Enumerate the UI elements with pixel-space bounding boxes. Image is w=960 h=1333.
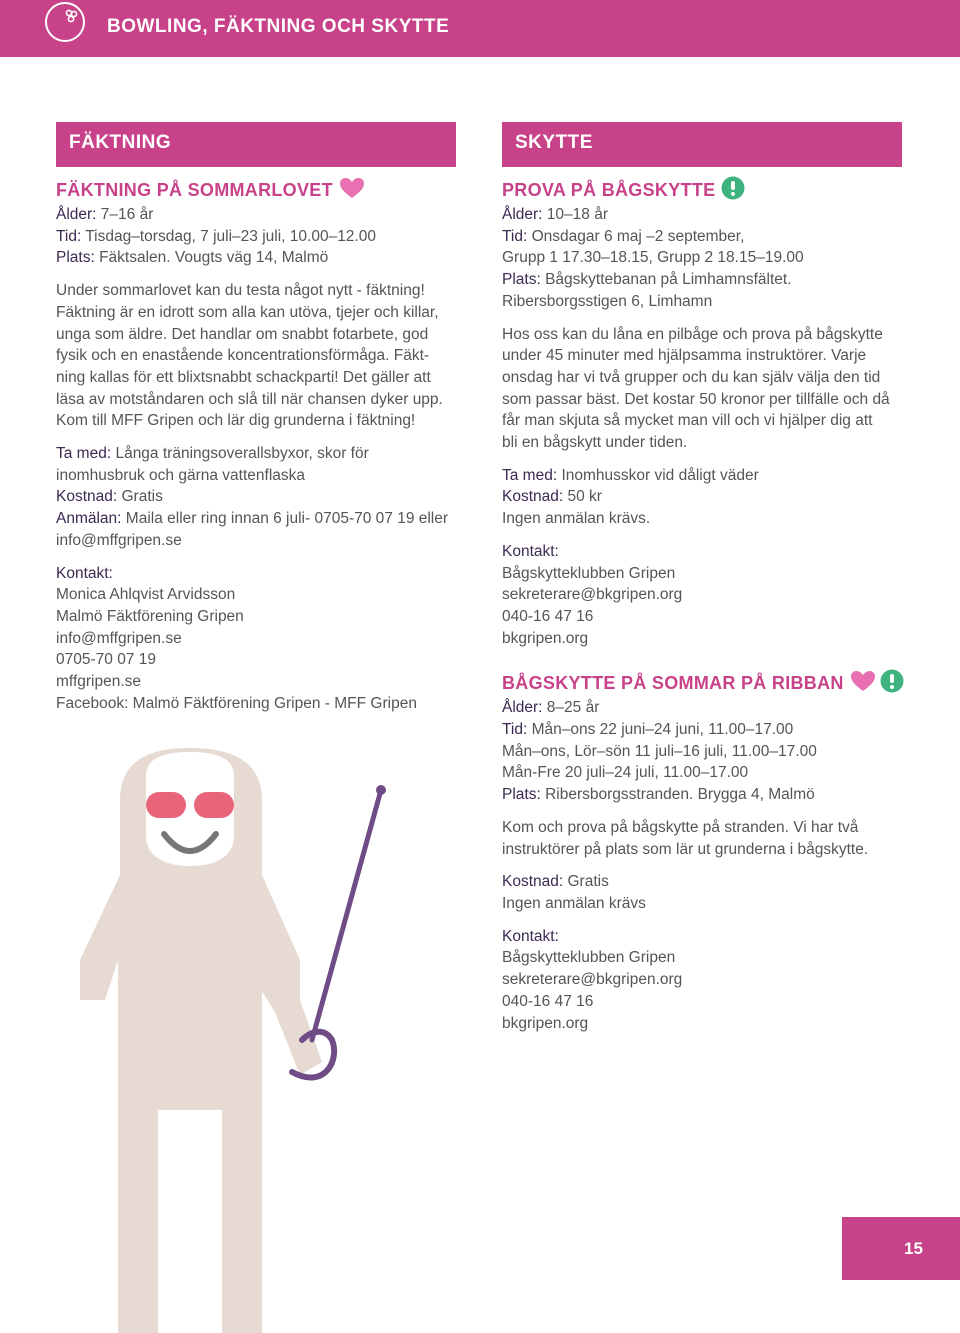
fact-line-label: Tid: xyxy=(56,227,82,245)
contact-line: bkgripen.org xyxy=(502,1014,589,1032)
info-line-value: Ingen anmälan krävs xyxy=(502,894,646,912)
fact-line-value: Ribersborgsstigen 6, Limhamn xyxy=(502,292,713,310)
contact-line: mffgripen.se xyxy=(56,673,142,691)
fencing-column xyxy=(56,122,456,714)
body-line: instruktörer på plats som lär ut grunderna i bågskytte. xyxy=(502,840,869,858)
contact-line: 040-16 47 16 xyxy=(502,607,594,625)
body-line: onsdag har vi två grupper och du kan själv välja den tid xyxy=(502,368,881,386)
contact-line: bkgripen.org xyxy=(502,629,589,647)
contact-line: sekreterare@bkgripen.org xyxy=(502,971,683,989)
fact-line-label: Plats: xyxy=(56,249,95,267)
body-line: Under sommarlovet kan du testa något nytt - fäktning! xyxy=(56,282,425,300)
body-line: Fäktning är en idrott som alla kan utöva, tjejer och killar, xyxy=(56,303,439,321)
body-line: får man skjuta så mycket man vill och vi hjälper dig att xyxy=(502,412,873,430)
info-line xyxy=(502,486,902,508)
fact-line xyxy=(502,226,902,248)
contact-line: Facebook: Malmö Fäktförening Gripen - MFF Gripen xyxy=(56,694,417,712)
contact-line: Bågskytteklubben Gripen xyxy=(502,564,676,582)
contact-label: Kontakt: xyxy=(502,927,559,945)
fact-line-label: Ålder: xyxy=(56,206,97,223)
contact-line: Monica Ahlqvist Arvidsson xyxy=(56,586,236,604)
info-line xyxy=(502,893,902,915)
contact-label: Kontakt: xyxy=(56,564,113,582)
visor-left xyxy=(146,792,186,818)
fact-line-value: Mån–ons, Lör–sön 11 juli–16 juli, 11.00–17.00 xyxy=(502,742,817,760)
fact-line-label: Ålder: xyxy=(502,206,543,223)
heart-icon xyxy=(850,670,876,697)
fact-line-label: Plats: xyxy=(502,271,541,289)
page-title: BOWLING, FÄKTNING OCH SKYTTE xyxy=(107,16,450,37)
fact-line xyxy=(502,291,902,313)
section-header-shooting: SKYTTE xyxy=(502,122,902,167)
fact-line-label: Ålder: xyxy=(502,699,543,717)
section-header-fencing: FÄKTNING xyxy=(56,122,456,167)
body-line: Kom och prova på bågskytte på stranden. Vi har två xyxy=(502,818,859,836)
contact-line: 040-16 47 16 xyxy=(502,992,594,1010)
fact-line-value: Mån-Fre 20 juli–24 juli, 11.00–17.00 xyxy=(502,764,749,782)
contact-line: sekreterare@bkgripen.org xyxy=(502,586,683,604)
subheading-try-archery xyxy=(502,176,902,204)
fact-line xyxy=(502,741,902,763)
fact-line-value: Bågskyttebanan på Limhamnsfältet. xyxy=(540,271,792,289)
fact-line xyxy=(502,204,902,226)
contact-line: Malmö Fäktförening Gripen xyxy=(56,607,244,625)
info-line xyxy=(56,486,456,508)
fact-line-label: Tid: xyxy=(502,721,528,739)
exclamation-icon xyxy=(880,669,904,698)
info-line-value: 50 kr xyxy=(563,488,602,506)
subheading-text: BÅGSKYTTE PÅ SOMMAR PÅ RIBBAN xyxy=(502,672,844,693)
fact-line-value: 7–16 år xyxy=(96,206,154,223)
info-line xyxy=(56,508,456,530)
subheading-fencing-summer xyxy=(56,176,456,204)
body-line: Kom till MFF Gripen och lär dig grunderna i fäktning! xyxy=(56,412,416,430)
page-number: 15 xyxy=(904,1239,923,1258)
info-line-label: Ta med: xyxy=(56,445,112,463)
fact-line-value: Onsdagar 6 maj –2 september, xyxy=(527,227,745,245)
visor-right xyxy=(194,792,234,818)
body-line: under 45 minuter med hjälpsamma instruktörer. Varje xyxy=(502,347,867,365)
fact-line xyxy=(502,762,902,784)
info-line xyxy=(56,465,456,487)
subheading-text: PROVA PÅ BÅGSKYTTE xyxy=(502,179,716,200)
info-line-value: Gratis xyxy=(563,873,609,891)
subheading-archery-ribban xyxy=(502,669,902,697)
info-line-label: Kostnad: xyxy=(502,873,564,891)
info-line-label: Ta med: xyxy=(502,466,558,484)
body-line: fysik och en enastående koncentrationsförmåga. Fäkt- xyxy=(56,347,430,365)
page-number-box xyxy=(842,1217,960,1280)
fact-line-label: Plats: xyxy=(502,786,541,804)
fact-line xyxy=(502,719,902,741)
fact-line-value: Tisdag–torsdag, 7 juli–23 juli, 10.00–12.00 xyxy=(81,227,376,245)
contact-line: 0705-70 07 19 xyxy=(56,651,156,669)
fact-line xyxy=(502,784,902,806)
shooting-column xyxy=(502,122,902,1034)
info-line-value: Inomhusskor vid dåligt väder xyxy=(557,466,759,484)
body-line: unga som äldre. Det handlar om snabbt fotarbete, god xyxy=(56,325,429,343)
fact-line-label: Tid: xyxy=(502,227,528,245)
fact-line-value: Grupp 1 17.30–18.15, Grupp 2 18.15–19.00 xyxy=(502,249,804,267)
fact-line-value: Ribersborgsstranden. Brygga 4, Malmö xyxy=(540,786,815,804)
contact-line: info@mffgripen.se xyxy=(56,629,182,647)
info-line-label: Kostnad: xyxy=(56,488,118,506)
fact-line-value: Mån–ons 22 juni–24 juni, 11.00–17.00 xyxy=(527,721,794,739)
body-line: ning kallas för ett blixtsnabbt schackparti! Det gäller att xyxy=(56,368,431,386)
info-line-value: Långa träningsoverallsbyxor, skor för xyxy=(111,445,369,463)
foil-blade xyxy=(312,790,381,1040)
info-line-value: info@mffgripen.se xyxy=(56,531,182,549)
fact-line xyxy=(56,226,456,248)
contact-line: Bågskytteklubben Gripen xyxy=(502,949,676,967)
fact-line-value: 8–25 år xyxy=(542,699,600,717)
info-line-label: Kostnad: xyxy=(502,488,564,506)
info-line-value: inomhusbruk och gärna vattenflaska xyxy=(56,466,306,484)
body-line: läsa av motståndaren och slå till när chansen dyker upp. xyxy=(56,390,443,408)
fact-line xyxy=(56,247,456,269)
subheading-text: FÄKTNING PÅ SOMMARLOVET xyxy=(56,179,333,200)
fact-line xyxy=(502,247,902,269)
body-line: Hos oss kan du låna en pilbåge och prova på bågskytte xyxy=(502,325,883,343)
contact-label: Kontakt: xyxy=(502,542,559,560)
fact-line-value: 10–18 år xyxy=(542,206,608,223)
fact-line xyxy=(502,697,902,719)
info-line-label: Anmälan: xyxy=(56,510,122,528)
body-line: som passar bäst. Det kostar 50 kronor per tillfälle och då xyxy=(502,390,890,408)
fact-line xyxy=(502,269,902,291)
fact-line xyxy=(56,204,456,226)
info-line xyxy=(502,508,902,530)
info-line-value: Gratis xyxy=(117,488,163,506)
info-line-value: Maila eller ring innan 6 juli- 0705-70 07 19 eller xyxy=(121,510,449,528)
info-line xyxy=(502,465,902,487)
info-line xyxy=(502,871,902,893)
fact-line-value: Fäktsalen. Vougts väg 14, Malmö xyxy=(94,249,329,267)
heart-icon xyxy=(339,177,365,204)
info-line xyxy=(56,443,456,465)
info-line xyxy=(56,530,456,552)
info-line-value: Ingen anmälan krävs. xyxy=(502,510,651,528)
body-line: bli en bågskytt under tiden. xyxy=(502,434,688,452)
exclamation-icon xyxy=(721,176,745,205)
